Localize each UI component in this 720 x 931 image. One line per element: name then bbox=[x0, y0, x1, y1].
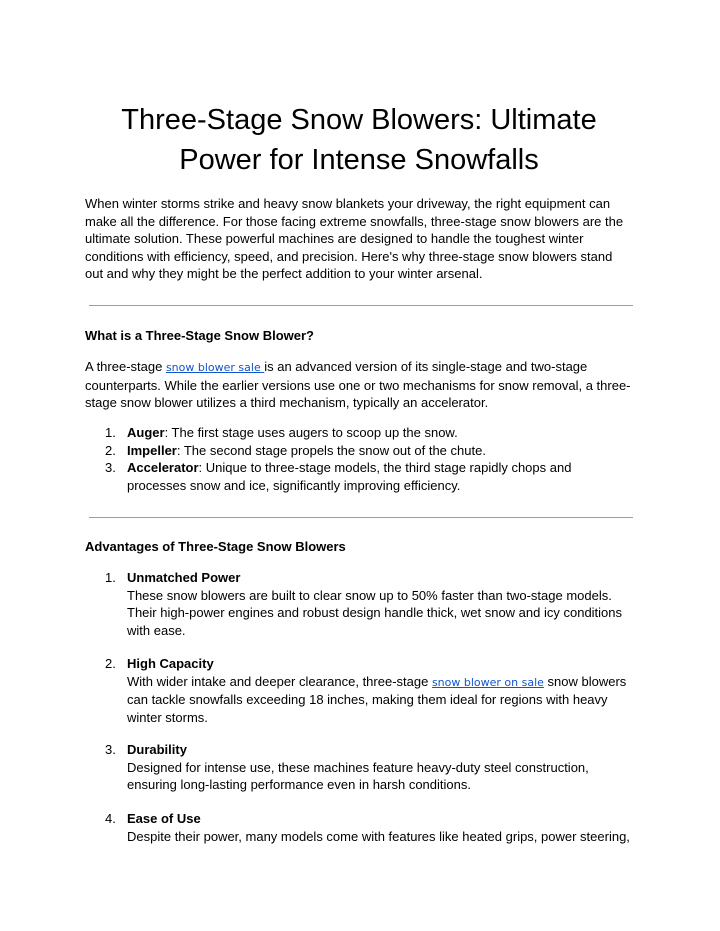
advantage-text: These snow blowers are built to clear snow up to 50% faster than two-stage models. Their high-power engines and robust design handle thick, wet snow and icy conditions with ease. bbox=[127, 587, 623, 638]
stage-term: Accelerator bbox=[127, 460, 199, 475]
stage-description: : Unique to three-stage models, the third stage rapidly chops and processes snow and ice, significantly improving efficiency. bbox=[127, 460, 572, 493]
advantage-text-before: With wider intake and deeper clearance, three-stage bbox=[127, 673, 432, 689]
list-number: 4. bbox=[105, 811, 116, 826]
list-number: 3. bbox=[105, 460, 116, 475]
definition-paragraph bbox=[85, 358, 633, 412]
horizontal-divider bbox=[89, 305, 633, 306]
definition-text-before: A three-stage bbox=[85, 359, 166, 374]
advantage-text: Designed for intense use, these machines feature heavy-duty steel construction, ensuring long-lasting performance even in harsh conditions. bbox=[127, 759, 589, 792]
stage-description: : The first stage uses augers to scoop up the snow. bbox=[164, 425, 458, 440]
advantage-title: Unmatched Power bbox=[127, 570, 241, 585]
stage-term: Impeller bbox=[127, 442, 177, 458]
advantage-text: Despite their power, many models come with features like heated grips, power steering, bbox=[127, 828, 630, 844]
list-item bbox=[85, 424, 633, 442]
advantage-text-after: snow blowers can tackle snowfalls exceeding 18 inches, making them ideal for regions with heavy winter storms. bbox=[127, 673, 627, 725]
definition-text-after: is an advanced version of its single-stage and two-stage counterparts. While the earlier versions use one or two mechanisms for snow removal, a three-stage snow blower utilizes a third mechanism, typically an accelerator. bbox=[85, 359, 631, 410]
document-title: Three-Stage Snow Blowers: Ultimate Power for Intense Snowfalls bbox=[121, 104, 597, 176]
advantage-title: Ease of Use bbox=[127, 811, 201, 826]
section-heading-what-is: What is a Three-Stage Snow Blower? bbox=[85, 328, 314, 343]
stages-list bbox=[85, 424, 633, 494]
advantage-title: High Capacity bbox=[127, 656, 214, 671]
list-number: 2. bbox=[105, 656, 116, 671]
intro-paragraph: When winter storms strike and heavy snow blankets your driveway, the right equipment can make all the difference. For those facing extreme snowfalls, three-stage snow blowers are the ultimate solution. These powerful machines are designed to handle the toughest winter conditions with efficiency, speed, and precision. Here's why three-stage snow blowers stand out and why they might be the perfect addition to your winter arsenal. bbox=[85, 196, 624, 281]
list-number: 3. bbox=[105, 742, 116, 757]
list-item bbox=[85, 459, 633, 494]
stage-term: Auger bbox=[127, 425, 165, 440]
snow-blower-on-sale-link[interactable]: snow blower on sale bbox=[431, 675, 544, 689]
advantage-text bbox=[127, 673, 635, 727]
list-number: 2. bbox=[105, 442, 116, 458]
list-number: 1. bbox=[105, 425, 116, 440]
advantage-title: Durability bbox=[127, 742, 187, 757]
list-item bbox=[85, 442, 633, 460]
section-heading-advantages: Advantages of Three-Stage Snow Blowers bbox=[85, 539, 346, 554]
snow-blower-sale-link[interactable]: snow blower sale bbox=[165, 361, 265, 374]
stage-description: : The second stage propels the snow out of the chute. bbox=[176, 442, 486, 458]
list-number: 1. bbox=[105, 570, 116, 585]
horizontal-divider bbox=[89, 517, 633, 518]
